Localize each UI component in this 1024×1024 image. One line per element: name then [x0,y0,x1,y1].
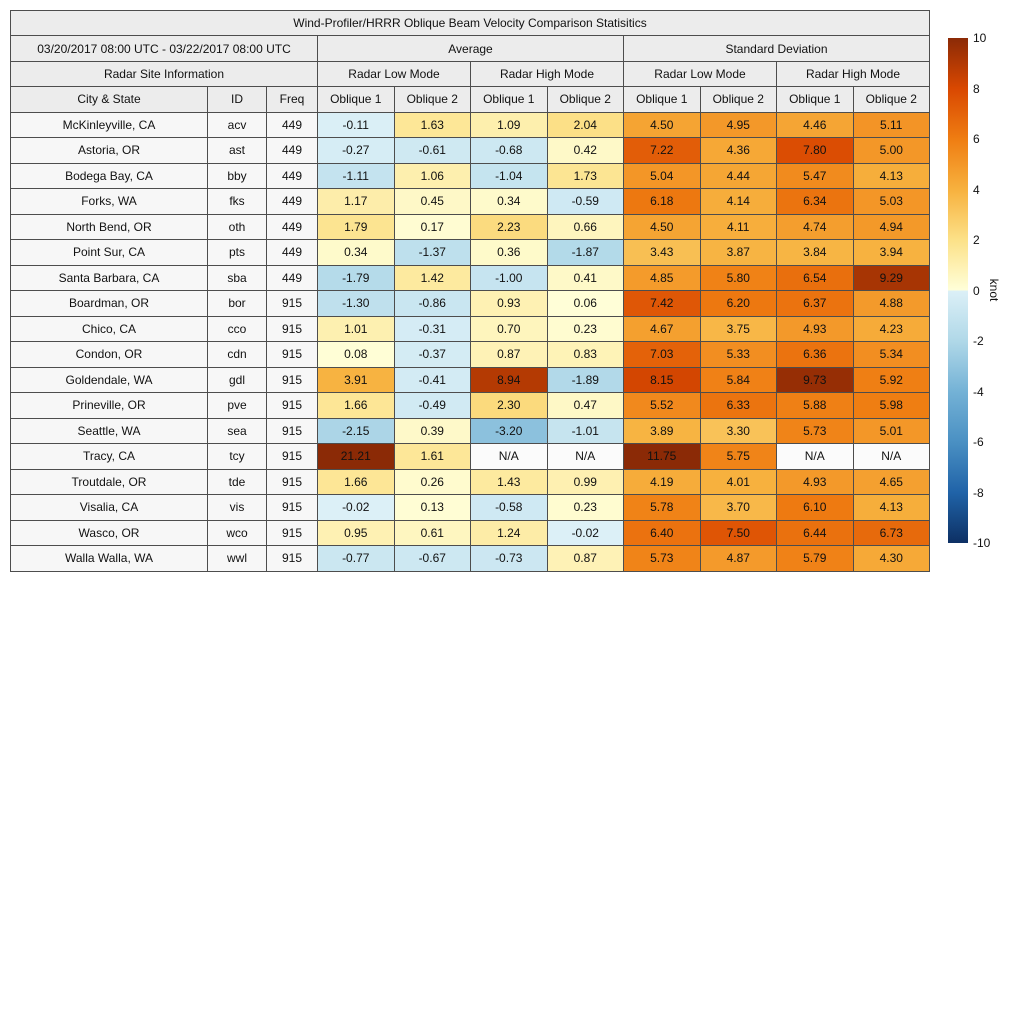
colorbar-tick-label: -4 [973,384,984,399]
value-cell: -0.77 [318,546,395,572]
freq-cell: 915 [267,291,318,317]
site-id-cell: bby [208,163,267,189]
city-state-cell: Point Sur, CA [11,240,208,266]
value-cell: 3.89 [624,418,701,444]
column-header: Freq [267,87,318,112]
site-id-cell: wwl [208,546,267,572]
group-header-row [11,36,930,61]
value-cell: 6.44 [777,520,854,546]
value-cell: -3.20 [471,418,548,444]
value-cell: -0.86 [394,291,471,317]
value-cell: 0.99 [547,469,624,495]
city-state-cell: Condon, OR [11,342,208,368]
value-cell: -0.31 [394,316,471,342]
mode-header-std-high: Radar High Mode [777,61,930,86]
site-id-cell: tcy [208,444,267,470]
value-cell: N/A [853,444,930,470]
value-cell: 5.73 [777,418,854,444]
city-state-cell: Tracy, CA [11,444,208,470]
value-cell: 7.42 [624,291,701,317]
colorbar-tick-label: -6 [973,435,984,449]
value-cell: 5.79 [777,546,854,572]
site-id-cell: cco [208,316,267,342]
value-cell: 2.23 [471,214,548,240]
table-row [11,393,930,419]
value-cell: -0.41 [394,367,471,393]
site-id-cell: vis [208,495,267,521]
freq-cell: 915 [267,520,318,546]
value-cell: 8.15 [624,367,701,393]
value-cell: 0.39 [394,418,471,444]
value-cell: 0.70 [471,316,548,342]
freq-cell: 915 [267,418,318,444]
value-cell: -0.27 [318,138,395,164]
mode-header-avg-high: Radar High Mode [471,61,624,86]
value-cell: 0.34 [318,240,395,266]
value-cell: 4.13 [853,163,930,189]
city-state-cell: Boardman, OR [11,291,208,317]
value-cell: 2.04 [547,112,624,138]
value-cell: 0.87 [471,342,548,368]
value-cell: 4.93 [777,316,854,342]
column-header-row [11,87,930,112]
value-cell: 4.11 [700,214,777,240]
value-cell: 5.34 [853,342,930,368]
value-cell: 4.01 [700,469,777,495]
freq-cell: 449 [267,163,318,189]
value-cell: 0.66 [547,214,624,240]
value-cell: 4.50 [624,214,701,240]
value-cell: 3.70 [700,495,777,521]
table-row [11,214,930,240]
freq-cell: 915 [267,444,318,470]
value-cell: 0.45 [394,189,471,215]
value-cell: N/A [777,444,854,470]
column-header: Oblique 1 [624,87,701,112]
value-cell: 6.73 [853,520,930,546]
value-cell: -1.89 [547,367,624,393]
freq-cell: 915 [267,469,318,495]
value-cell: 0.36 [471,240,548,266]
table-row [11,546,930,572]
table-title: Wind-Profiler/HRRR Oblique Beam Velocity Comparison Statisitics [11,11,930,36]
value-cell: -0.61 [394,138,471,164]
value-cell: 4.30 [853,546,930,572]
value-cell: 5.98 [853,393,930,419]
value-cell: -1.79 [318,265,395,291]
site-id-cell: oth [208,214,267,240]
value-cell: 7.80 [777,138,854,164]
colorbar-tick-label: 4 [973,182,980,197]
table-row [11,265,930,291]
value-cell: 1.09 [471,112,548,138]
value-cell: 4.50 [624,112,701,138]
value-cell: 3.75 [700,316,777,342]
city-state-cell: Santa Barbara, CA [11,265,208,291]
colorbar-tick-label: 8 [973,81,980,96]
value-cell: 3.43 [624,240,701,266]
value-cell: 4.44 [700,163,777,189]
city-state-cell: Forks, WA [11,189,208,215]
value-cell: -1.01 [547,418,624,444]
city-state-cell: Bodega Bay, CA [11,163,208,189]
value-cell: -1.11 [318,163,395,189]
value-cell: 8.94 [471,367,548,393]
value-cell: 4.46 [777,112,854,138]
value-cell: -1.30 [318,291,395,317]
value-cell: 0.47 [547,393,624,419]
site-id-cell: ast [208,138,267,164]
table-row [11,112,930,138]
value-cell: 4.94 [853,214,930,240]
value-cell: 0.93 [471,291,548,317]
value-cell: 5.92 [853,367,930,393]
value-cell: 5.47 [777,163,854,189]
value-cell: -0.68 [471,138,548,164]
value-cell: 5.01 [853,418,930,444]
site-id-cell: bor [208,291,267,317]
column-header: ID [208,87,267,112]
value-cell: 1.01 [318,316,395,342]
date-range: 03/20/2017 08:00 UTC - 03/22/2017 08:00 UTC [11,36,318,61]
value-cell: -0.11 [318,112,395,138]
value-cell: 1.61 [394,444,471,470]
value-cell: 1.43 [471,469,548,495]
site-id-cell: sba [208,265,267,291]
value-cell: 5.80 [700,265,777,291]
value-cell: 5.11 [853,112,930,138]
value-cell: 6.37 [777,291,854,317]
value-cell: 1.79 [318,214,395,240]
column-header: Oblique 2 [700,87,777,112]
table-row [11,444,930,470]
value-cell: 4.87 [700,546,777,572]
city-state-cell: Seattle, WA [11,418,208,444]
city-state-cell: Troutdale, OR [11,469,208,495]
value-cell: 4.95 [700,112,777,138]
value-cell: 0.23 [547,316,624,342]
value-cell: 1.66 [318,469,395,495]
value-cell: 0.83 [547,342,624,368]
freq-cell: 915 [267,546,318,572]
value-cell: 0.17 [394,214,471,240]
table-row [11,367,930,393]
freq-cell: 449 [267,214,318,240]
value-cell: 0.95 [318,520,395,546]
site-id-cell: acv [208,112,267,138]
value-cell: -1.87 [547,240,624,266]
value-cell: 4.85 [624,265,701,291]
value-cell: 6.10 [777,495,854,521]
value-cell: -1.37 [394,240,471,266]
group-header-std-deviation: Standard Deviation [624,36,930,61]
table-row [11,138,930,164]
value-cell: 4.74 [777,214,854,240]
value-cell: 3.30 [700,418,777,444]
value-cell: 7.03 [624,342,701,368]
value-cell: N/A [547,444,624,470]
value-cell: 21.21 [318,444,395,470]
value-cell: 7.50 [700,520,777,546]
group-header-average: Average [318,36,624,61]
value-cell: 4.93 [777,469,854,495]
site-id-cell: wco [208,520,267,546]
column-header: Oblique 1 [471,87,548,112]
table-row [11,163,930,189]
table-row [11,291,930,317]
value-cell: 3.84 [777,240,854,266]
column-header: Oblique 1 [777,87,854,112]
value-cell: 4.14 [700,189,777,215]
value-cell: 5.33 [700,342,777,368]
value-cell: -0.02 [547,520,624,546]
freq-cell: 915 [267,316,318,342]
value-cell: -0.02 [318,495,395,521]
city-state-cell: Chico, CA [11,316,208,342]
stats-table [10,10,930,572]
value-cell: 1.66 [318,393,395,419]
value-cell: 0.08 [318,342,395,368]
value-cell: -0.67 [394,546,471,572]
value-cell: 5.04 [624,163,701,189]
city-state-cell: North Bend, OR [11,214,208,240]
freq-cell: 915 [267,342,318,368]
colorbar [948,38,968,543]
value-cell: 5.52 [624,393,701,419]
value-cell: 0.13 [394,495,471,521]
colorbar-tick-label: -8 [973,485,984,500]
value-cell: 5.75 [700,444,777,470]
value-cell: 0.06 [547,291,624,317]
city-state-cell: Visalia, CA [11,495,208,521]
value-cell: 5.73 [624,546,701,572]
table-row [11,342,930,368]
value-cell: -0.59 [547,189,624,215]
value-cell: 6.54 [777,265,854,291]
site-id-cell: pts [208,240,267,266]
value-cell: -1.04 [471,163,548,189]
colorbar-tick-label: 10 [973,31,987,45]
mode-header-avg-low: Radar Low Mode [318,61,471,86]
mode-header-row [11,61,930,86]
freq-cell: 449 [267,265,318,291]
colorbar-tick-label: -10 [973,536,991,550]
freq-cell: 449 [267,138,318,164]
value-cell: 6.20 [700,291,777,317]
city-state-cell: Walla Walla, WA [11,546,208,572]
value-cell: 0.41 [547,265,624,291]
value-cell: 1.17 [318,189,395,215]
value-cell: 3.94 [853,240,930,266]
city-state-cell: McKinleyville, CA [11,112,208,138]
value-cell: 5.03 [853,189,930,215]
value-cell: 5.84 [700,367,777,393]
table-row [11,418,930,444]
freq-cell: 449 [267,112,318,138]
value-cell: 11.75 [624,444,701,470]
site-id-cell: tde [208,469,267,495]
value-cell: 1.73 [547,163,624,189]
site-info-header: Radar Site Information [11,61,318,86]
city-state-cell: Goldendale, WA [11,367,208,393]
value-cell: 0.23 [547,495,624,521]
city-state-cell: Astoria, OR [11,138,208,164]
value-cell: 5.88 [777,393,854,419]
freq-cell: 915 [267,393,318,419]
value-cell: 0.42 [547,138,624,164]
value-cell: N/A [471,444,548,470]
value-cell: 3.91 [318,367,395,393]
value-cell: 6.18 [624,189,701,215]
value-cell: 4.88 [853,291,930,317]
site-id-cell: gdl [208,367,267,393]
value-cell: -1.00 [471,265,548,291]
value-cell: -0.73 [471,546,548,572]
value-cell: 9.73 [777,367,854,393]
value-cell: 3.87 [700,240,777,266]
value-cell: 6.40 [624,520,701,546]
value-cell: 9.29 [853,265,930,291]
table-row [11,520,930,546]
value-cell: 4.65 [853,469,930,495]
value-cell: -2.15 [318,418,395,444]
value-cell: 1.24 [471,520,548,546]
freq-cell: 915 [267,367,318,393]
value-cell: -0.37 [394,342,471,368]
title-row [11,11,930,36]
column-header: Oblique 2 [853,87,930,112]
colorbar-unit-label: knot [987,278,1001,302]
value-cell: 1.42 [394,265,471,291]
site-id-cell: pve [208,393,267,419]
column-header: Oblique 2 [547,87,624,112]
colorbar-tick-label: -2 [973,334,984,348]
site-id-cell: cdn [208,342,267,368]
value-cell: 5.00 [853,138,930,164]
value-cell: 4.23 [853,316,930,342]
value-cell: 7.22 [624,138,701,164]
city-state-cell: Prineville, OR [11,393,208,419]
value-cell: 0.87 [547,546,624,572]
value-cell: 1.63 [394,112,471,138]
value-cell: 4.13 [853,495,930,521]
site-id-cell: fks [208,189,267,215]
column-header: City & State [11,87,208,112]
value-cell: 6.34 [777,189,854,215]
table-row [11,469,930,495]
colorbar-tick-label: 6 [973,132,980,146]
column-header: Oblique 2 [394,87,471,112]
colorbar-tick-label: 0 [973,283,980,298]
value-cell: -0.49 [394,393,471,419]
value-cell: 1.06 [394,163,471,189]
column-header: Oblique 1 [318,87,395,112]
value-cell: 6.36 [777,342,854,368]
freq-cell: 915 [267,495,318,521]
table-row [11,189,930,215]
value-cell: 4.36 [700,138,777,164]
table-row [11,495,930,521]
site-id-cell: sea [208,418,267,444]
colorbar-tick-label: 2 [973,233,980,247]
value-cell: 5.78 [624,495,701,521]
value-cell: 4.19 [624,469,701,495]
value-cell: 0.61 [394,520,471,546]
value-cell: 4.67 [624,316,701,342]
value-cell: -0.58 [471,495,548,521]
city-state-cell: Wasco, OR [11,520,208,546]
mode-header-std-low: Radar Low Mode [624,61,777,86]
table-row [11,316,930,342]
value-cell: 0.34 [471,189,548,215]
value-cell: 2.30 [471,393,548,419]
value-cell: 0.26 [394,469,471,495]
value-cell: 6.33 [700,393,777,419]
table-row [11,240,930,266]
freq-cell: 449 [267,189,318,215]
freq-cell: 449 [267,240,318,266]
